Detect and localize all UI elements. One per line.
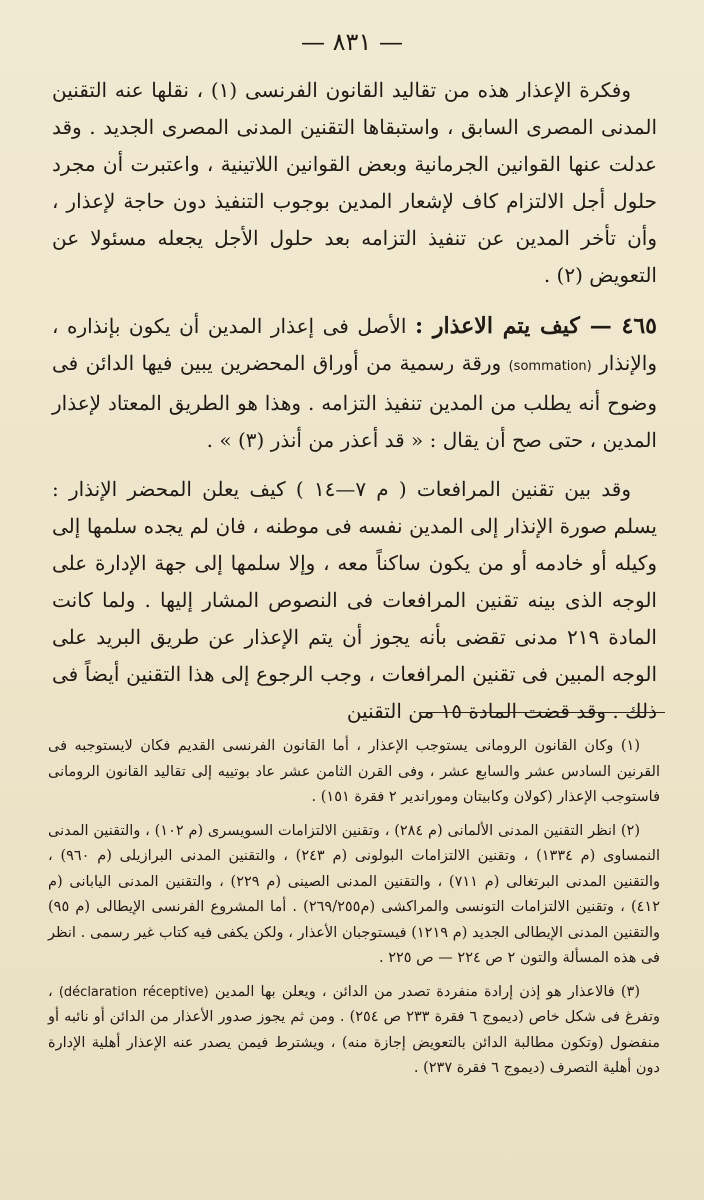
page-number: — ٨٣١ — (301, 28, 403, 56)
footnote-divider (420, 712, 665, 713)
section-heading: ٤٦٥ — كيف يتم الاعذار : (414, 313, 657, 339)
latin-term-declaration: (déclaration réceptive) (58, 984, 209, 1000)
section-text-after: ورقة رسمية من أوراق المحضرين يبين فيها الدائن فى وضوح أنه يطلب من المدين تنفيذ التزامه . وهذا هو الطريق المعتاد لإعذار المدين ، حتى صح أن يقال : « قد أعذر من أنذر (٣) » . (52, 351, 657, 452)
main-text (52, 72, 657, 730)
footnote-2: (٢) انظر التقنين المدنى الألمانى (م ٢٨٤) ، وتقنين الالتزامات السويسرى (م ١٠٢) ، والتقنين المدنى النمساوى (م ١٣٣٤) ، وتقنين الالتزامات البولونى (م ٢٤٣) ، والتقنين المدنى البرازيلى (م ٩٦٠) ، والتقنين المدنى البرتغالى (م ٧١١) ، والتقنين المدنى الصينى (م ٢٢٩) ، والتقنين المدنى اليابانى (م ٤١٢) ، وتقنين الالتزامات التونسى والمراكشى (م٢٦٩/٢٥٥) . أما المشروع الفرنسى الإيطالى (م ٩٥) والتقنين المدنى الإيطالى الجديد (م ١٢١٩) فيستوجبان الأعذار ، ولكن يكفى فيه كتاب غير رسمى . انظر فى هذه المسألة والتون ٢ ص ٢٢٤ — ص ٢٢٥ . (48, 822, 661, 966)
footnote-1: (١) وكان القانون الرومانى يستوجب الإعذار ، أما القانون الفرنسى القديم فكان لايستوجبه فى القرنين السادس عشر والسابع عشر ، وفى القرن الثامن عشر عاد بوتييه إلى تقاليد القانون الرومانى فاستوجب الإعذار (كولان وكابيتان وموراندير ٢ فقرة ١٥١) . (48, 738, 660, 805)
footnote-3 (48, 980, 660, 1082)
latin-term-sommation: (sommation) (508, 359, 592, 374)
footnote-3-text-before: (٣) فالاعذار هو إذن إرادة منفردة تصدر من الدائن ، ويعلن بها المدين (208, 983, 641, 1000)
footnotes (48, 734, 660, 1090)
footnote-3-text-after: ، وتفرغ فى شكل خاص (ديموج ٦ فقرة ٢٣٣ ص ٢٥٤) . ومن ثم يجوز صدور الأعذار من الدائن أو نائبه أو منفضول (وتكون مطالبة الدائن بالتعويض إجازة منه) ، ويشترط فيمن يصدر عنه الإعذار أهلية الإدارة دون أهلية التصرف (ديموج ٦ فقرة ٢٣٧) . (48, 983, 660, 1076)
section-465 (52, 308, 657, 459)
section-text-before: الأصل فى إعذار المدين أن يكون بإنذاره ، والإنذار (52, 314, 657, 375)
paragraph-origin-of-notice: وفكرة الإعذار هذه من تقاليد القانون الفرنسى (١) ، نقلها عنه التقنين المدنى المصرى السابق ، واستبقاها التقنين المدنى المصرى الجديد . وقد عدلت عنها القوانين الجرمانية وبعض القوانين اللاتينية ، واعتبرت أن مجرد حلول أجل الالتزام كاف لإشعار المدين بوجوب التنفيذ دون حاجة لإعذار ، وأن تأخر المدين عن تنفيذ التزامه بعد حلول الأجل يجعله مسئولا عن التعويض (٢) . (52, 78, 658, 287)
paragraph-procedure: وقد بين تقنين المرافعات ( م ٧—١٤ ) كيف يعلن المحضر الإنذار : يسلم صورة الإنذار إلى المدين نفسه فى موطنه ، فان لم يجده سلمها إلى وكيله أو خادمه أو من يكون ساكناً معه ، وإلا سلمها إلى جهة الإدارة على الوجه الذى بينه تقنين المرافعات فى النصوص المشار إليها . ولما كانت المادة ٢١٩ مدنى تقضى بأنه يجوز أن يتم الإعذار عن طريق البريد على الوجه المبين فى تقنين المرافعات ، وجب الرجوع إلى هذا التقنين أيضاً فى ذلك . وقد قضت المادة ١٥ من التقنين (52, 477, 657, 723)
